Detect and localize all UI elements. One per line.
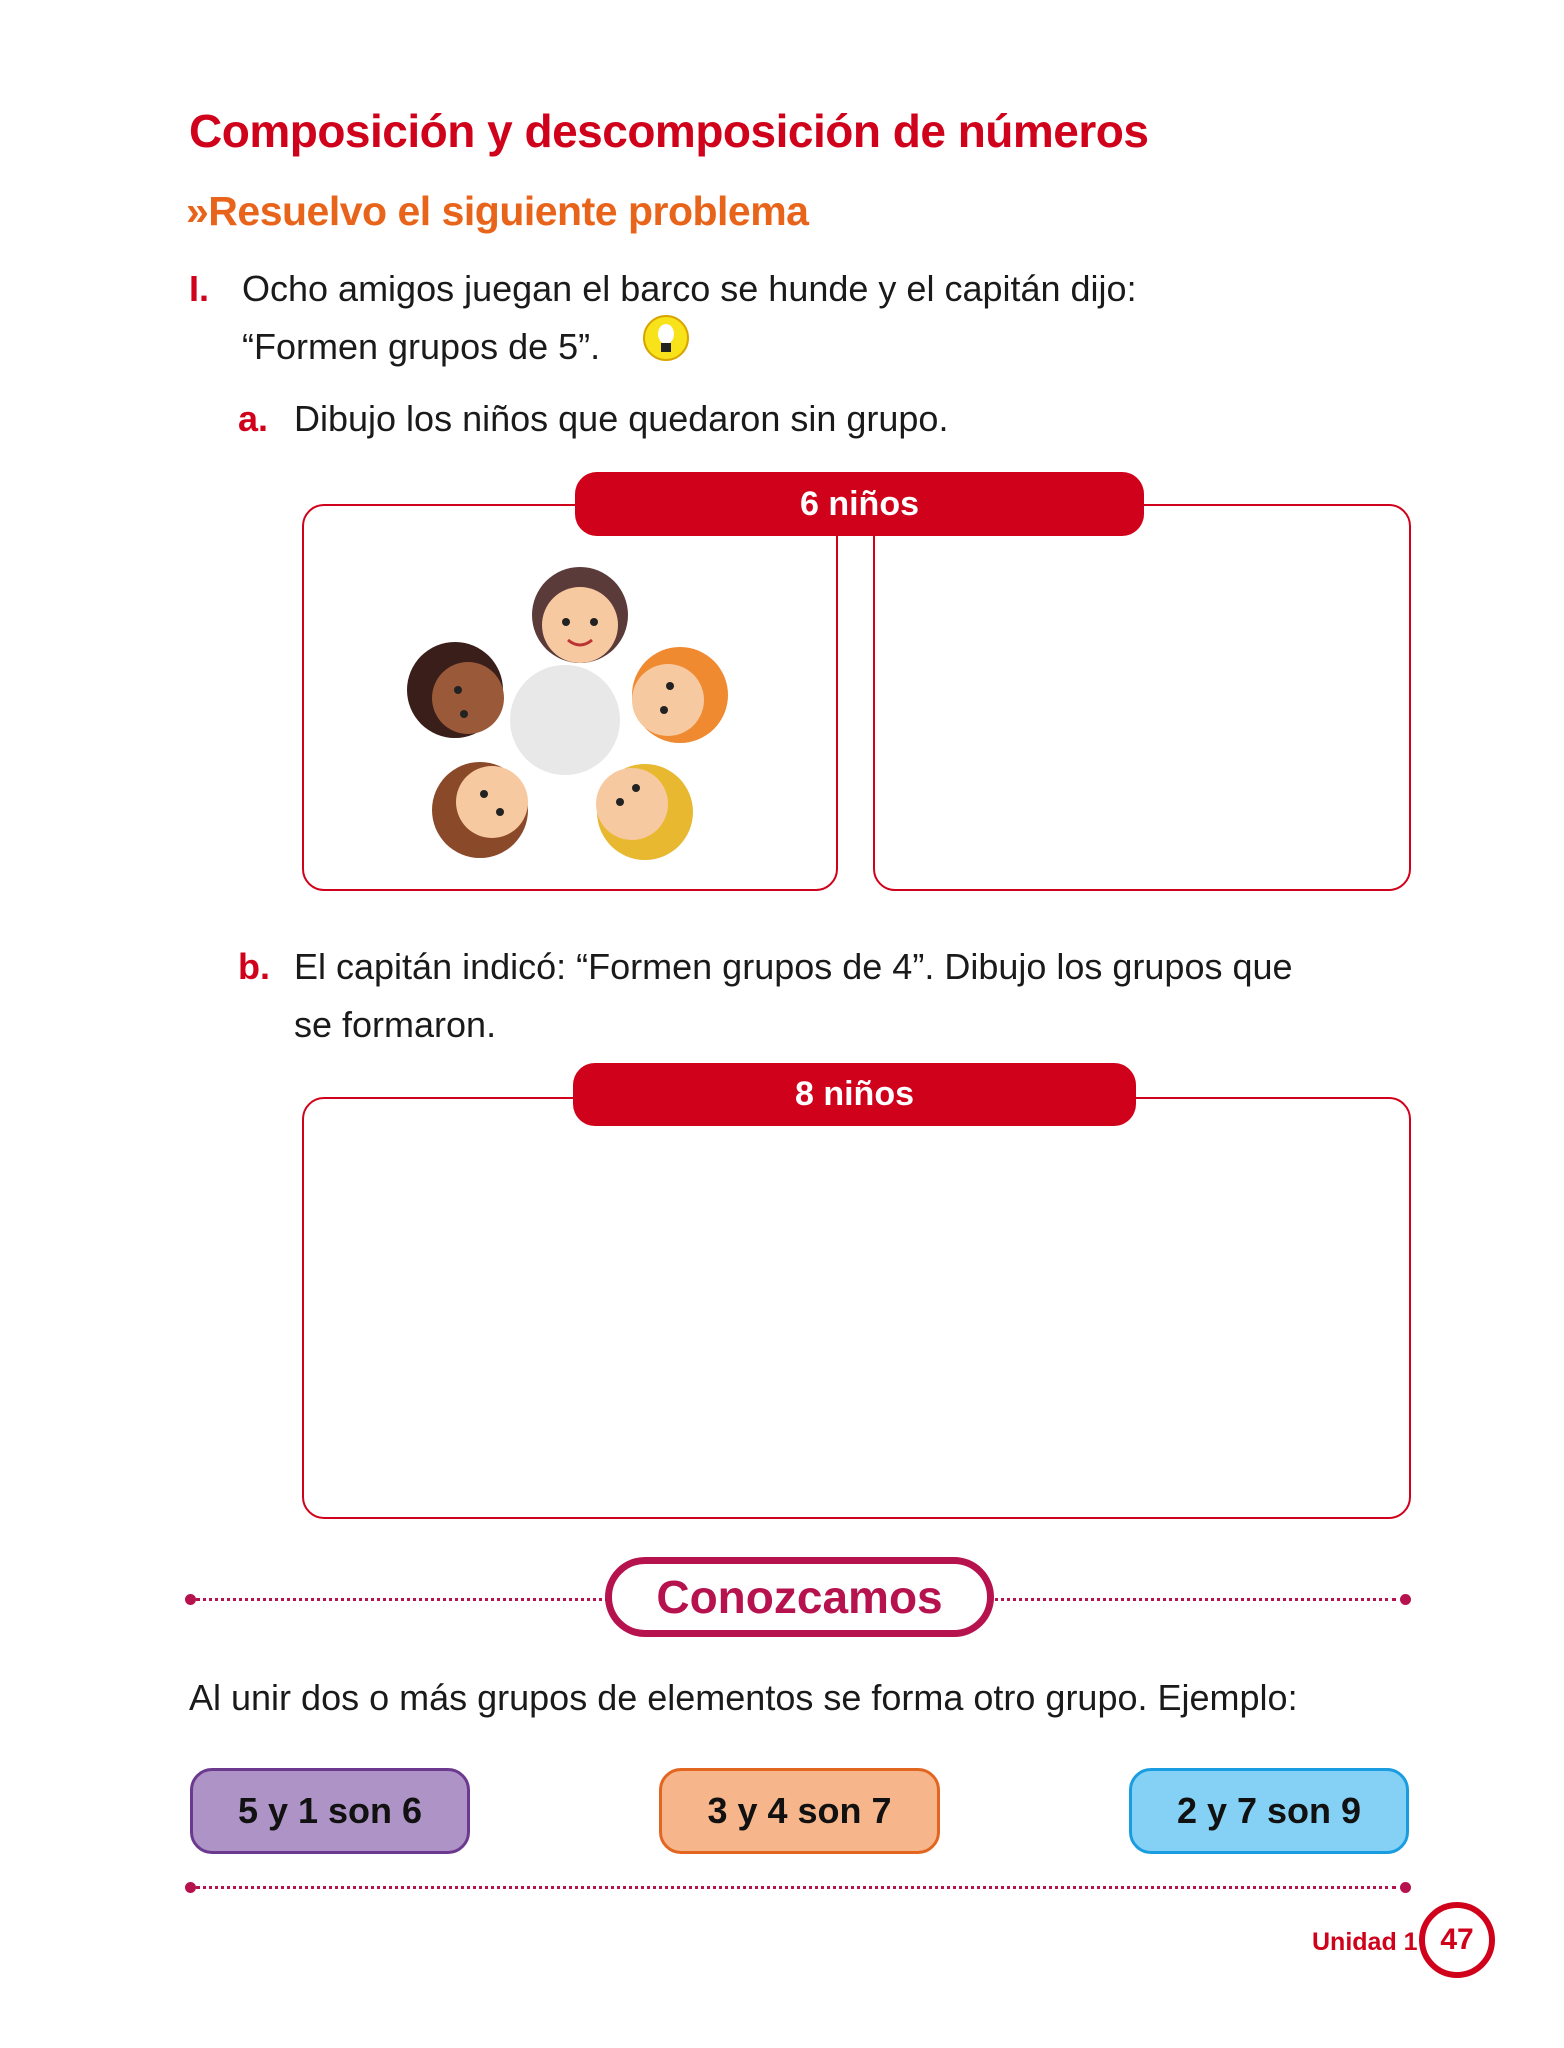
lightbulb-icon [642, 314, 690, 362]
drawing-box-leftover[interactable] [873, 504, 1411, 891]
label-6-ninos: 6 niños [575, 472, 1144, 536]
children-circle-illustration [380, 550, 750, 880]
example-box-3: 2 y 7 son 9 [1129, 1768, 1409, 1854]
divider-dot [1400, 1882, 1411, 1893]
divider-dot [185, 1594, 196, 1605]
child-1 [532, 567, 628, 663]
problem-number: I. [189, 268, 210, 309]
problem-text-line1: Ocho amigos juegan el barco se hunde y el capitán dijo: [242, 268, 1137, 309]
child-5 [596, 764, 693, 860]
part-a-text: Dibujo los niños que quedaron sin grupo. [294, 398, 949, 439]
unit-label: Unidad 1 [1312, 1928, 1418, 1956]
conozcamos-heading: Conozcamos [605, 1557, 994, 1637]
page-title: Composición y descomposición de números [189, 105, 1149, 157]
label-8-ninos: 8 niños [573, 1063, 1136, 1126]
drawing-box-groups-of-4[interactable] [302, 1097, 1411, 1519]
section-subtitle: »Resuelvo el siguiente problema [186, 188, 809, 234]
child-3 [632, 647, 728, 743]
child-4 [432, 762, 528, 858]
example-box-2: 3 y 4 son 7 [659, 1768, 940, 1854]
page-number: 47 [1419, 1902, 1495, 1978]
part-b-text-line2: se formaron. [294, 1004, 497, 1045]
divider-dot [1400, 1594, 1411, 1605]
part-a-letter: a. [238, 398, 269, 439]
part-b-text-line1: El capitán indicó: “Formen grupos de 4”. Dibujo los grupos que [294, 946, 1293, 987]
problem-text-line2: “Formen grupos de 5”. [242, 326, 601, 367]
concept-text: Al unir dos o más grupos de elementos se forma otro grupo. Ejemplo: [189, 1677, 1298, 1718]
divider-dot [185, 1882, 196, 1893]
example-box-1: 5 y 1 son 6 [190, 1768, 470, 1854]
child-2 [407, 642, 504, 738]
section-divider-bottom [196, 1886, 1396, 1889]
part-b-letter: b. [238, 946, 270, 987]
